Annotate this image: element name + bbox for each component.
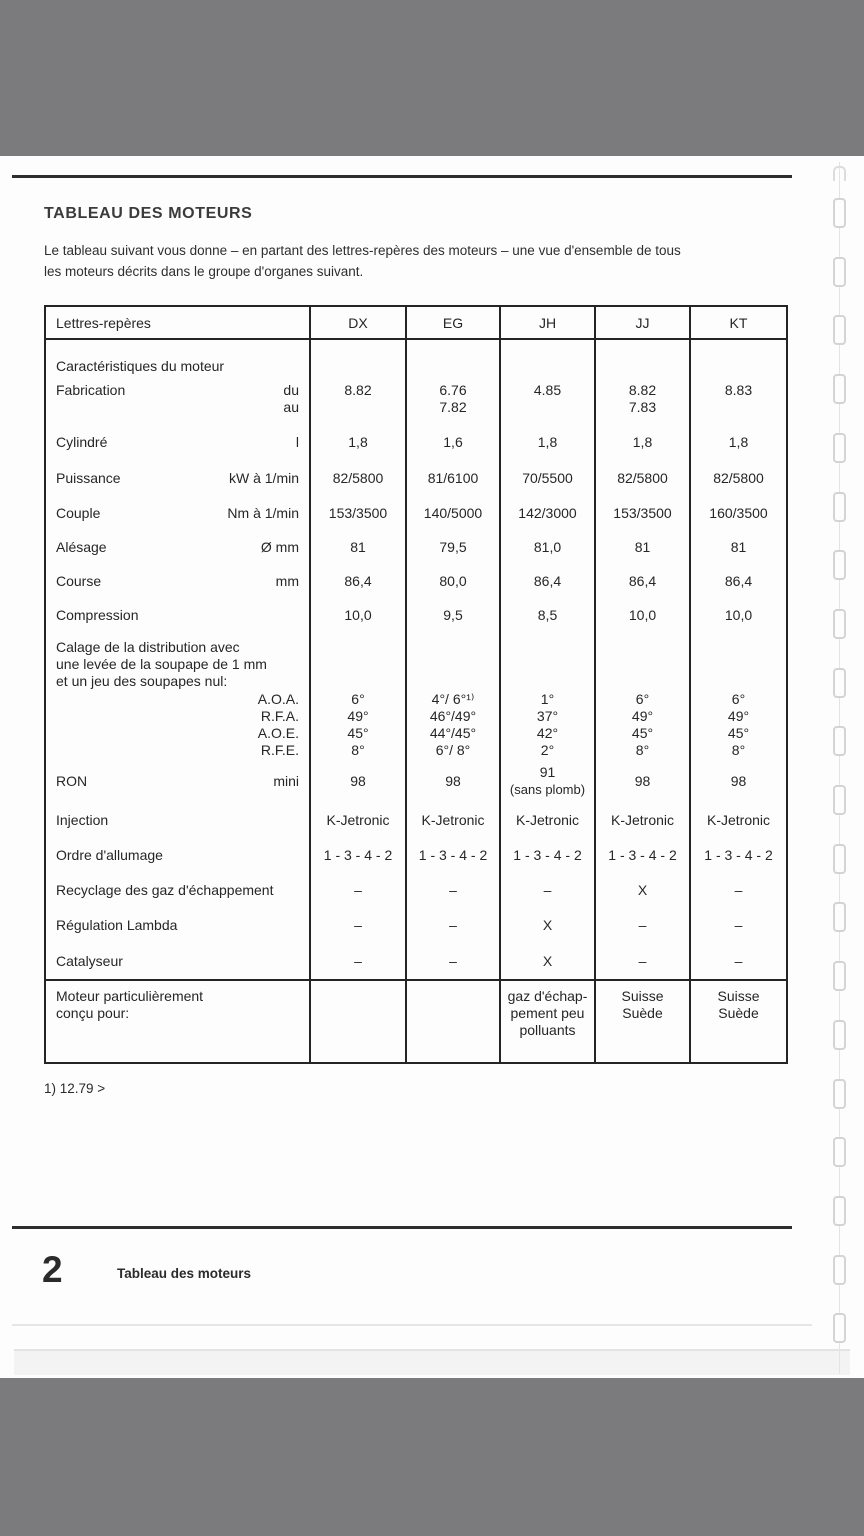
engine-table	[44, 305, 788, 1064]
row-fabrication	[46, 376, 786, 424]
engine-code-cell: DX	[309, 307, 405, 338]
value-cell: 80,0	[405, 564, 499, 597]
value-cell: –	[499, 872, 594, 907]
engine-code-cell: JJ	[594, 307, 689, 338]
value-cell: 82/5800	[594, 460, 689, 495]
value-cell: Suisse Suède	[689, 981, 786, 1062]
value-cell	[405, 632, 499, 690]
value-cell: 8,5	[499, 597, 594, 632]
value-cell: –	[309, 872, 405, 907]
value-cell: –	[594, 942, 689, 979]
engine-code-cell: KT	[689, 307, 786, 338]
value-cell: 81	[594, 530, 689, 564]
value-cell: 6° 49° 45° 8°	[594, 690, 689, 760]
value-cell	[499, 632, 594, 690]
row-calage	[46, 632, 786, 690]
row-concu-pour	[46, 979, 786, 1062]
value-cell: 1,6	[405, 424, 499, 460]
value-cell: 1,8	[594, 424, 689, 460]
label-cell: Moteur particulièrement conçu pour:	[56, 988, 204, 1021]
top-rule	[12, 175, 792, 178]
label-cell: Lettres-repères	[56, 314, 151, 331]
label-cell: Couple Nm à 1/min	[56, 504, 299, 521]
value-cell: 81	[689, 530, 786, 564]
value-cell: 86,4	[499, 564, 594, 597]
value-cell	[309, 632, 405, 690]
value-cell: 160/3500	[689, 495, 786, 530]
row-injection	[46, 802, 786, 838]
label-cell: Régulation Lambda	[56, 916, 178, 933]
value-cell	[594, 632, 689, 690]
value-cell: –	[689, 942, 786, 979]
value-cell: 1,8	[499, 424, 594, 460]
page-number: 2	[42, 1249, 63, 1290]
label-cell: Puissance kW à 1/min	[56, 469, 299, 486]
value-cell: 70/5500	[499, 460, 594, 495]
value-cell	[499, 340, 594, 376]
value-cell: 153/3500	[594, 495, 689, 530]
page-title: TABLEAU DES MOTEURS	[44, 205, 253, 222]
value-cell: 86,4	[309, 564, 405, 597]
row-ron	[46, 760, 786, 802]
page-edge-band	[14, 1349, 850, 1375]
value-cell: 1 - 3 - 4 - 2	[689, 838, 786, 872]
value-cell: 86,4	[689, 564, 786, 597]
row-couple	[46, 495, 786, 530]
value-cell: X	[499, 942, 594, 979]
row-section	[46, 340, 786, 376]
label-cell: Fabrication du au	[56, 382, 299, 415]
label-cell: Compression	[56, 606, 139, 623]
value-cell: 1° 37° 42° 2°	[499, 690, 594, 760]
value-cell: K-Jetronic	[499, 802, 594, 838]
value-cell: 6° 49° 45° 8°	[689, 690, 786, 760]
value-cell: 98	[594, 760, 689, 802]
row-alesage	[46, 530, 786, 564]
value-cell: 82/5800	[309, 460, 405, 495]
value-cell: 79,5	[405, 530, 499, 564]
value-cell: –	[309, 942, 405, 979]
row-cylindre	[46, 424, 786, 460]
row-header	[46, 307, 786, 340]
bottom-rule	[12, 1226, 792, 1229]
value-cell	[594, 340, 689, 376]
value-cell: 1,8	[309, 424, 405, 460]
value-cell: –	[309, 907, 405, 942]
value-cell: 98	[309, 760, 405, 802]
page-edge-line	[12, 1324, 812, 1326]
value-cell: –	[405, 907, 499, 942]
label-cell: Caractéristiques du moteur	[56, 358, 225, 374]
label-cell: RON mini	[56, 773, 299, 789]
row-compression	[46, 597, 786, 632]
value-cell	[405, 340, 499, 376]
value-cell: 1 - 3 - 4 - 2	[405, 838, 499, 872]
value-cell: 81/6100	[405, 460, 499, 495]
value-cell: 10,0	[309, 597, 405, 632]
value-cell: X	[499, 907, 594, 942]
value-cell: gaz d'échap- pement peu polluants	[499, 981, 594, 1062]
value-cell: 91 (sans plomb)	[499, 760, 594, 802]
value-cell	[689, 632, 786, 690]
value-cell: –	[689, 907, 786, 942]
document-page	[0, 156, 864, 1378]
value-cell: 8.82	[309, 376, 405, 424]
value-cell	[309, 340, 405, 376]
row-recyclage	[46, 872, 786, 907]
value-cell: 142/3000	[499, 495, 594, 530]
label-cell: Injection	[56, 812, 109, 828]
value-cell: X	[594, 872, 689, 907]
value-cell: K-Jetronic	[594, 802, 689, 838]
value-cell	[405, 981, 499, 1062]
intro-line: Le tableau suivant vous donne – en partant des lettres-repères des moteurs – une vue d'ensemble de tous	[44, 243, 681, 258]
label-cell: Alésage Ø mm	[56, 539, 299, 555]
intro-paragraph	[44, 240, 780, 282]
value-cell: K-Jetronic	[309, 802, 405, 838]
value-cell: K-Jetronic	[689, 802, 786, 838]
engine-code-cell: JH	[499, 307, 594, 338]
engine-code-cell: EG	[405, 307, 499, 338]
value-cell	[309, 981, 405, 1062]
value-cell: 86,4	[594, 564, 689, 597]
label-cell: Recyclage des gaz d'échappement	[56, 881, 274, 898]
value-cell: 6.76 7.82	[405, 376, 499, 424]
value-cell: 6° 49° 45° 8°	[309, 690, 405, 760]
label-cell: A.O.A. R.F.A. A.O.E. R.F.E.	[257, 691, 299, 758]
label-cell: Catalyseur	[56, 952, 123, 969]
value-cell	[689, 340, 786, 376]
value-cell: 140/5000	[405, 495, 499, 530]
value-cell: 81	[309, 530, 405, 564]
row-catalyseur	[46, 942, 786, 979]
value-cell: 82/5800	[689, 460, 786, 495]
label-cell: Ordre d'allumage	[56, 847, 163, 863]
value-cell: 9,5	[405, 597, 499, 632]
row-ordre-allumage	[46, 838, 786, 872]
value-cell: Suisse Suède	[594, 981, 689, 1062]
value-cell: K-Jetronic	[405, 802, 499, 838]
row-lambda	[46, 907, 786, 942]
intro-line: les moteurs décrits dans le groupe d'organes suivant.	[44, 264, 364, 279]
row-puissance	[46, 460, 786, 495]
row-timing	[46, 690, 786, 760]
value-cell: –	[594, 907, 689, 942]
value-cell: 1,8	[689, 424, 786, 460]
value-cell: 1 - 3 - 4 - 2	[499, 838, 594, 872]
value-cell: –	[689, 872, 786, 907]
value-cell: 8.83	[689, 376, 786, 424]
value-cell: 153/3500	[309, 495, 405, 530]
value-cell: 10,0	[689, 597, 786, 632]
label-cell: Cylindré l	[56, 434, 299, 450]
value-cell: –	[405, 942, 499, 979]
value-cell: –	[405, 872, 499, 907]
value-cell: 81,0	[499, 530, 594, 564]
label-cell: Course mm	[56, 572, 299, 589]
row-course	[46, 564, 786, 597]
value-cell: 4°/ 6°¹⁾ 46°/49° 44°/45° 6°/ 8°	[405, 690, 499, 760]
value-cell: 1 - 3 - 4 - 2	[594, 838, 689, 872]
value-cell: 98	[405, 760, 499, 802]
value-cell: 4.85	[499, 376, 594, 424]
footer-caption: Tableau des moteurs	[117, 1266, 252, 1281]
value-cell: 98	[689, 760, 786, 802]
label-cell: Calage de la distribution avec une levée de la soupape de 1 mm et un jeu des soupapes nul:	[56, 639, 267, 689]
value-cell: 10,0	[594, 597, 689, 632]
value-cell: 8.82 7.83	[594, 376, 689, 424]
value-cell: 1 - 3 - 4 - 2	[309, 838, 405, 872]
footnote: 1) 12.79 >	[44, 1081, 106, 1096]
